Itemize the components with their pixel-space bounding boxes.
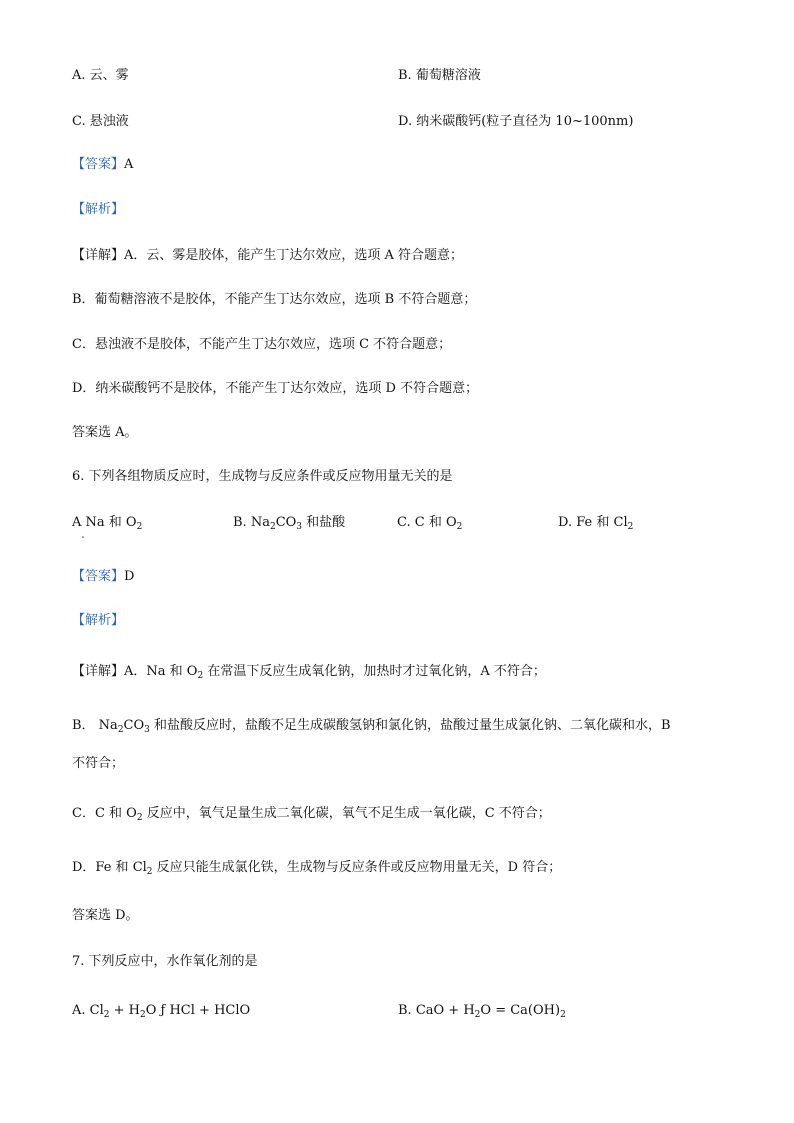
q5-detail-line-1 (72, 248, 463, 264)
option-text: + H (109, 1003, 140, 1018)
subscript: 2 (140, 1010, 146, 1020)
subscript: 3 (296, 522, 303, 532)
subscript: 2 (146, 867, 153, 877)
detail-tag: 【详解】 (72, 664, 125, 679)
option-text: 和盐酸 (302, 515, 346, 530)
q6-analysis-tag: 【解析】 (72, 613, 125, 628)
stray-dot (82, 536, 84, 538)
subscript: 2 (456, 522, 463, 532)
q5-option-a: A. 云、雾 (72, 68, 129, 83)
q6-answer (72, 569, 134, 585)
q6-option-a (72, 515, 142, 531)
q6-detail-line-4 (72, 860, 561, 876)
subscript: 2 (474, 1010, 481, 1020)
subscript: 2 (136, 522, 143, 532)
option-text: O ƒ HCl + HClO (145, 1003, 251, 1018)
detail-text: D．Fe 和 Cl (72, 860, 147, 875)
detail-text: A．Na 和 O (124, 664, 198, 679)
q6-conclusion: 答案选 D。 (72, 908, 139, 923)
q7-option-a (72, 1003, 250, 1019)
option-text: O = Ca(OH) (480, 1003, 561, 1018)
q5-detail-line-2: B．葡萄糖溶液不是胶体，不能产生丁达尔效应，选项 B 不符合题意； (72, 292, 477, 307)
q5-detail-line-4: D．纳米碳酸钙不是胶体，不能产生丁达尔效应，选项 D 不符合题意； (72, 381, 479, 396)
q6-detail-line-2 (72, 718, 671, 734)
q6-detail-line-3 (72, 806, 551, 822)
q5-detail-line-3: C．悬浊液不是胶体，不能产生丁达尔效应，选项 C 不符合题意； (72, 337, 452, 352)
q5-option-c: C. 悬浊液 (72, 114, 129, 129)
q6-detail-line-2-cont: 不符合； (72, 756, 125, 771)
q7-option-b (398, 1003, 566, 1019)
option-text: CO (275, 515, 297, 530)
q5-analysis-tag: 【解析】 (72, 202, 125, 217)
subscript: 3 (144, 725, 150, 735)
subscript: 2 (117, 725, 124, 735)
q5-conclusion: 答案选 A。 (72, 425, 138, 440)
detail-text: A．云、雾是胶体，能产生丁达尔效应，选项 A 符合题意； (124, 248, 464, 263)
option-text: B. Na (233, 515, 270, 530)
subscript: 2 (136, 813, 143, 823)
q7-stem: 7. 下列反应中，水作氧化剂的是 (72, 954, 258, 969)
q6-option-d (558, 515, 633, 531)
subscript: 2 (560, 1010, 566, 1020)
q6-stem: 6. 下列各组物质反应时，生成物与反应条件或反应物用量无关的是 (72, 469, 453, 484)
option-text: B. CaO + H (398, 1003, 475, 1018)
q5-answer (72, 157, 133, 173)
q6-option-c (397, 515, 462, 531)
q5-option-b: B. 葡萄糖溶液 (398, 68, 481, 83)
answer-tag: 【答案】 (72, 569, 125, 584)
option-text: C. C 和 O (397, 515, 457, 530)
q5-option-d: D. 纳米碳酸钙(粒子直径为 10~100nm) (398, 114, 634, 129)
q6-detail-line-1 (72, 664, 546, 680)
subscript: 2 (627, 522, 634, 532)
detail-text: 反应只能生成氯化铁，生成物与反应条件或反应物用量无关，D 符合； (152, 860, 562, 875)
option-text: A. Cl (72, 1003, 104, 1018)
detail-text: 在常温下反应生成氧化钠，加热时才过氧化钠，A 不符合； (203, 664, 546, 679)
answer-tag: 【答案】 (72, 157, 125, 172)
detail-tag: 【详解】 (72, 248, 125, 263)
detail-text: CO (123, 718, 145, 733)
detail-text: C．C 和 O (72, 806, 137, 821)
detail-text: 反应中，氧气足量生成二氧化碳，氧气不足生成一氧化碳，C 不符合； (142, 806, 551, 821)
subscript: 2 (269, 522, 276, 532)
answer-value: D (124, 569, 135, 584)
option-text: D. Fe 和 Cl (558, 515, 628, 530)
subscript: 2 (103, 1010, 110, 1020)
subscript: 2 (197, 671, 204, 681)
option-text: A Na 和 O (72, 515, 137, 530)
detail-text: 和盐酸反应时，盐酸不足生成碳酸氢钠和氯化钠，盐酸过量生成氯化钠、二氧化碳和水，B (149, 718, 671, 733)
detail-text: B． Na (72, 718, 118, 733)
q6-option-b (233, 515, 345, 531)
answer-value: A (124, 157, 134, 172)
